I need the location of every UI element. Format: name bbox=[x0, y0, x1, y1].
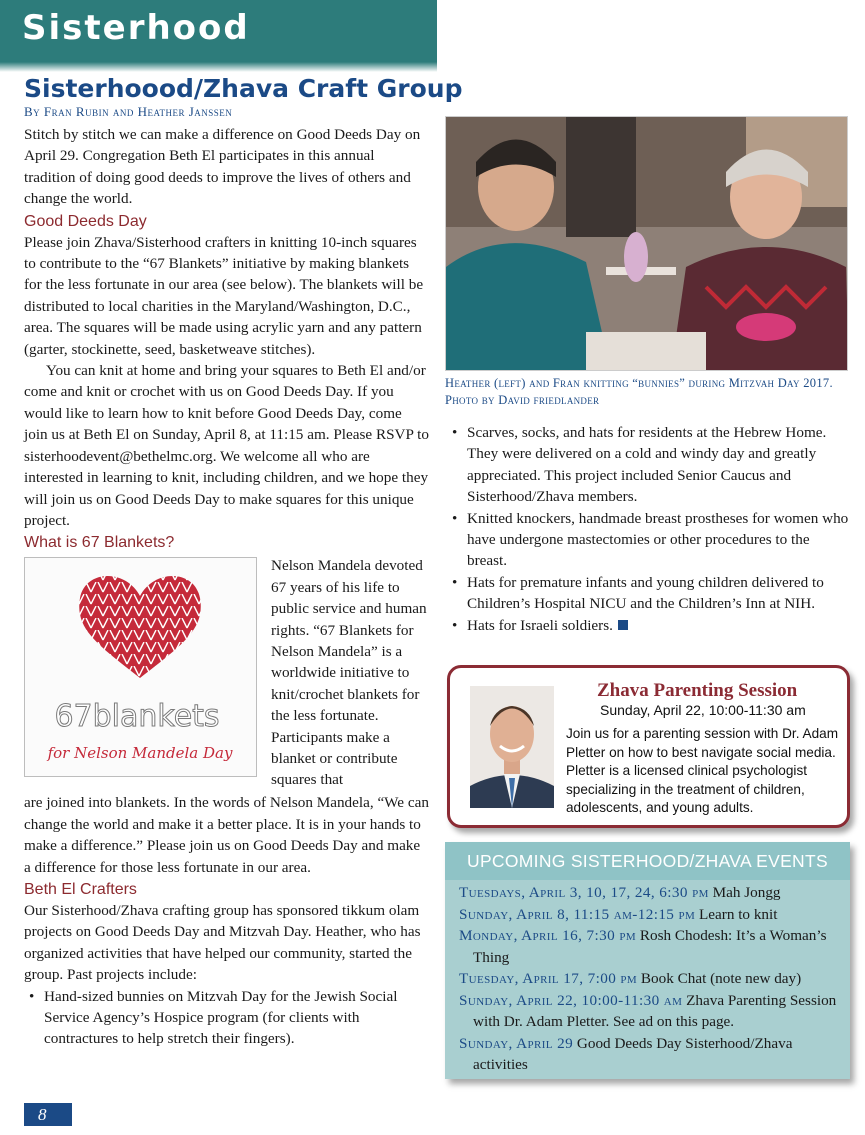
event-item bbox=[459, 968, 840, 990]
logo-tagline: for Nelson Mandela Day bbox=[47, 744, 233, 763]
event-desc: Mah Jongg bbox=[712, 884, 781, 901]
subhead-crafters: Beth El Crafters bbox=[24, 880, 137, 898]
intro-paragraph: Stitch by stitch we can make a difference on Good Deeds Day on April 29. Congregation Beth El participates in this annual tradition of doing good deeds to improve the lives of others and change the world. bbox=[24, 126, 421, 208]
event-date: Tuesdays, April 3, 10, 17, 24, 6:30 pm bbox=[459, 884, 709, 901]
event-date: Tuesday, April 17, 7:00 pm bbox=[459, 970, 638, 987]
list-item: • Hand-sized bunnies on Mitzvah Day for the Jewish Social Service Agency’s Hospice program (for clients with contractures to help stretch their fingers). bbox=[24, 986, 429, 1050]
list-item: • Hats for premature infants and young children delivered to Children’s Hospital NICU and the Children’s Inn at NIH. bbox=[447, 572, 852, 615]
knitting-photo bbox=[445, 116, 848, 371]
parenting-session-ad bbox=[447, 665, 850, 828]
event-item bbox=[459, 882, 840, 904]
good-deeds-paragraph: Please join Zhava/Sisterhood crafters in knitting 10-inch squares to contribute to the “67 Blankets” initiative by making blankets for the less fortunate in our area (see below). The blankets will be distributed to local charities in the Maryland/Washington, D.C., area. The squares will be made using acrylic yarn and any pattern (garter, stockinette, seed, basketweave stitches). bbox=[24, 233, 424, 358]
parenting-description: Join us for a parenting session with Dr. Adam Pletter on how to best navigate social media. Pletter is a licensed clinical psychologist specializing in the treatment of children, adolescents, and young adults. bbox=[566, 726, 839, 816]
event-desc: Book Chat (note new day) bbox=[640, 970, 802, 987]
section-banner bbox=[0, 0, 437, 62]
photo-caption: Heather (left) and Fran knitting “bunnies” during Mitzvah Day 2017. Photo by David friedlander bbox=[445, 376, 833, 407]
right-column bbox=[447, 422, 852, 636]
logo-wordmark: 67blankets bbox=[54, 699, 220, 735]
list-item bbox=[447, 615, 852, 636]
blankets-section bbox=[24, 555, 429, 792]
left-column bbox=[24, 124, 429, 1050]
67-blankets-logo bbox=[24, 557, 257, 777]
events-list bbox=[445, 880, 850, 1076]
good-deeds-paragraph-2: You can knit at home and bring your squares to Beth El and/or come and knit or crochet with us on Good Deeds Day. If you would like to learn how to knit before Good Deeds Day, come join us at Beth El on Sunday, April 8, at 11:15 am. Please RSVP to sisterhoodevent@bethelmc.org. We welcome all who are interested in learning to knit, including children, and we hope they will join us on Good Deeds Day to make squares for this unique project. bbox=[24, 362, 429, 529]
banner-divider bbox=[0, 62, 437, 72]
projects-list-left bbox=[24, 986, 429, 1050]
event-item bbox=[459, 1033, 840, 1076]
event-desc: Rosh Chodesh: It’s a Woman’s Thing bbox=[473, 927, 827, 966]
event-item bbox=[459, 904, 840, 926]
events-box bbox=[445, 842, 850, 1079]
events-heading: UPCOMING SISTERHOOD/ZHAVA EVENTS bbox=[445, 842, 850, 880]
speaker-photo bbox=[470, 686, 554, 808]
list-item: • Scarves, socks, and hats for residents at the Hebrew Home. They were delivered on a cold and windy day and greatly appreciated. This project included Senior Caucus and Sisterhood/Zhava members. bbox=[447, 422, 852, 508]
event-item bbox=[459, 925, 840, 968]
mandela-paragraph: Nelson Mandela devoted 67 years of his life to public service and human rights. “67 Blankets for Nelson Mandela” is a worldwide initiative to knit/crochet blankets for the less fortunate. Participants make a blanket or contribute squares that bbox=[271, 557, 427, 789]
mandela-paragraph-continued: are joined into blankets. In the words of Nelson Mandela, “We can change the world and make it a better place. It is in your hands to make a difference.” Please join us on Good Deeds Day and make a difference for those less fortunate in our area. bbox=[24, 794, 429, 876]
parenting-title: Zhava Parenting Session bbox=[597, 680, 798, 701]
event-item bbox=[459, 990, 840, 1033]
portrait-scene bbox=[470, 686, 554, 808]
subhead-good-deeds: Good Deeds Day bbox=[24, 212, 147, 230]
event-date: Monday, April 16, 7:30 pm bbox=[459, 927, 637, 944]
section-title: Sisterhood bbox=[22, 8, 250, 48]
knit-heart-icon bbox=[25, 558, 256, 776]
event-desc: Zhava Parenting Session with Dr. Adam Pletter. See ad on this page. bbox=[473, 991, 837, 1030]
projects-list-right bbox=[447, 422, 852, 636]
event-desc: Learn to knit bbox=[699, 905, 778, 923]
end-mark-icon bbox=[618, 620, 628, 630]
list-item: • Knitted knockers, handmade breast prostheses for women who have undergone mastectomies or other procedures to the breast. bbox=[447, 508, 852, 572]
page-number: 8 bbox=[24, 1103, 72, 1126]
event-date: Sunday, April 8, 11:15 am-12:15 pm bbox=[459, 905, 696, 923]
subhead-67-blankets: What is 67 Blankets? bbox=[24, 534, 175, 552]
parenting-date: Sunday, April 22, 10:00-11:30 am bbox=[600, 702, 806, 718]
event-date: Sunday, April 29 bbox=[459, 1034, 574, 1052]
event-date: Sunday, April 22, 10:00-11:30 am bbox=[459, 991, 683, 1009]
article-title: Sisterhoood/Zhava Craft Group bbox=[24, 74, 463, 103]
article-byline: By Fran Rubin and Heather Janssen bbox=[24, 104, 233, 119]
photo-scene bbox=[446, 117, 848, 371]
list-item-text: Hats for Israeli soldiers. bbox=[467, 616, 613, 634]
event-desc: Good Deeds Day Sisterhood/Zhava activities bbox=[473, 1034, 793, 1073]
crafters-paragraph: Our Sisterhood/Zhava crafting group has sponsored tikkum olam projects on Good Deeds Day and Mitzvah Day. Heather, who has organized activities that have helped our community, started the group. Past projects include: bbox=[24, 901, 421, 984]
